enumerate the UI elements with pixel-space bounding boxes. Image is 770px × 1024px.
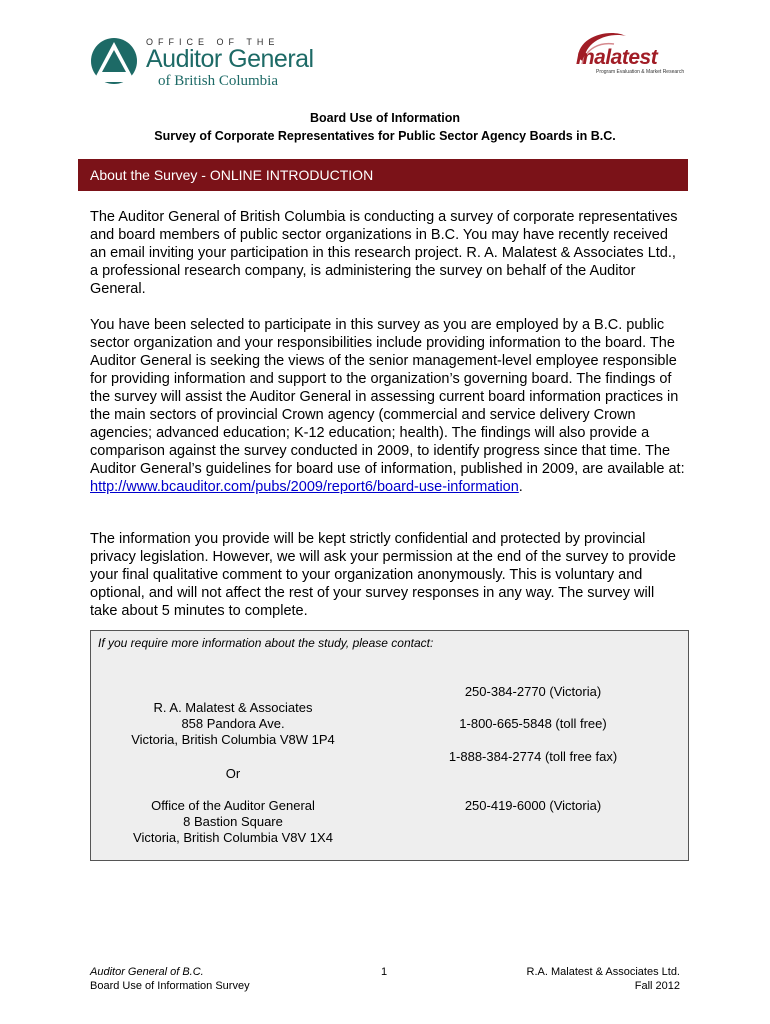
contact-phone-toll-free: 1-800-665-5848 (toll free) — [459, 716, 607, 731]
malatest-name: malatest — [576, 46, 658, 69]
malatest-tagline: Program Evaluation & Market Research — [596, 69, 685, 75]
document-title: Board Use of Information — [309, 111, 460, 125]
footer-left-org: Auditor General of B.C. — [90, 966, 204, 978]
document-subtitle: Survey of Corporate Representatives for Public Sector Agency Boards in B.C. — [154, 129, 616, 143]
selection-paragraph-end: . — [518, 479, 523, 495]
confidentiality-paragraph: The information you provide will be kept strictly confidential and protected by provincial privacy legislation. However, we will ask your permission at the end of the survey to provide your final qualitative comment to your organization anonymously. This is voluntary and optional, and will not affect the rest of your survey responses in any way. The survey will take about 5 minutes to complete. — [90, 531, 676, 619]
auditor-general-emblem-icon — [90, 36, 138, 86]
footer-right-company: R.A. Malatest & Associates Ltd. — [526, 966, 680, 978]
footer-page-number: 1 — [381, 966, 388, 978]
contact-phone-victoria: 250-384-2770 (Victoria) — [464, 684, 602, 699]
logo-auditor-general: Auditor General — [146, 45, 314, 73]
contact-fax-toll-free: 1-888-384-2774 (toll free fax) — [448, 749, 618, 764]
guidelines-link[interactable]: http://www.bcauditor.com/pubs/2009/report6/board-use-information — [90, 479, 519, 495]
footer-right-date: Fall 2012 — [634, 980, 680, 992]
contact-heading: If you require more information about the study, please contact: — [98, 636, 434, 650]
section-banner: About the Survey - ONLINE INTRODUCTION — [78, 159, 688, 191]
contact-org2-city: Victoria, British Columbia V8V 1X4 — [133, 830, 333, 845]
contact-phone-oag: 250-419-6000 (Victoria) — [464, 798, 602, 813]
malatest-logo — [570, 28, 690, 76]
contact-org1-city: Victoria, British Columbia V8W 1P4 — [131, 732, 335, 747]
contact-or: Or — [225, 766, 241, 781]
logo-office-of-the: OFFICE OF THE — [146, 37, 280, 47]
footer-left-survey: Board Use of Information Survey — [90, 980, 250, 992]
contact-org1-address: 858 Pandora Ave. — [181, 716, 285, 731]
selection-paragraph — [90, 316, 685, 496]
contact-org2-address: 8 Bastion Square — [183, 814, 283, 829]
auditor-general-logo — [90, 36, 320, 90]
contact-org1-name: R. A. Malatest & Associates — [153, 700, 313, 715]
selection-paragraph-text: You have been selected to participate in this survey as you are employed by a B.C. public sector organization and your responsibilities include providing information to the board. The Auditor General is seeking the views of the senior management-level employee responsible for providing information and support to the organization’s governing board. The findings of the survey will assist the Auditor General in assessing current board information practices in the main sectors of provincial Crown agency (commercial and service delivery Crown agencies; advanced education; K-12 education; health). The findings will also provide a comparison against the survey conducted in 2009, to identify progress since that time. The Auditor General’s guidelines for board use of information, published in 2009, are available at: — [90, 317, 685, 477]
contact-org2-name: Office of the Auditor General — [151, 798, 315, 813]
logo-of-british-columbia: of British Columbia — [158, 73, 278, 89]
intro-paragraph: The Auditor General of British Columbia is conducting a survey of corporate representatives and board members of public sector organizations in B.C. You may have recently received an email inviting your participation in this research project. R. A. Malatest & Associates Ltd., a professional research company, is administering the survey on behalf of the Auditor General. — [90, 209, 678, 297]
